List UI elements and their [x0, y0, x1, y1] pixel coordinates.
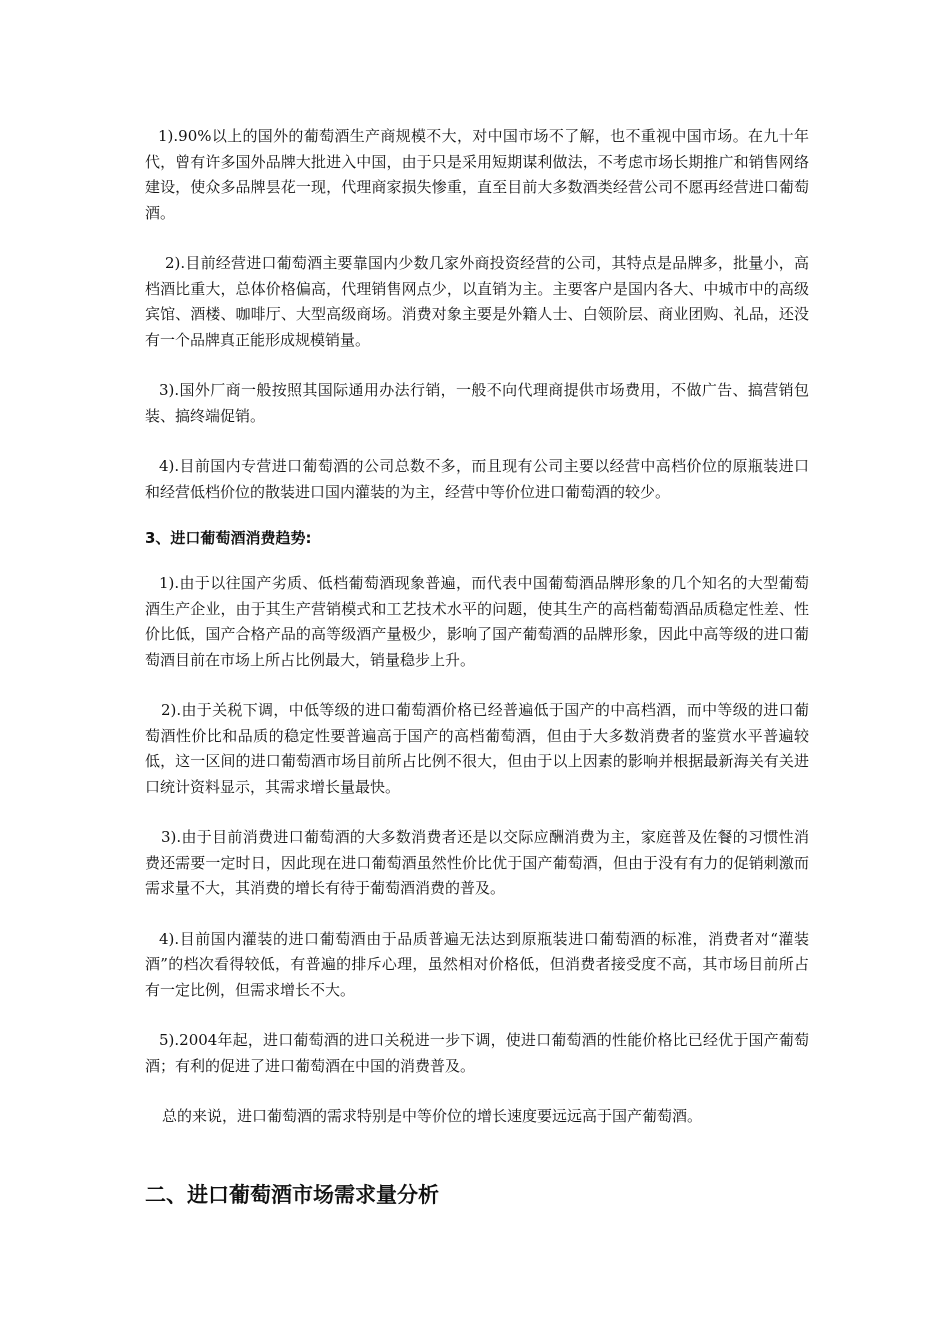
document-body — [145, 124, 809, 1130]
paragraph-trend-2: 2).由于关税下调，中低等级的进口葡萄酒价格已经普遍低于国产的中高档酒，而中等级的进口葡萄酒性价比和品质的稳定性要普遍高于国产的高档葡萄酒，但由于大多数消费者的鉴赏水平普遍较低，这一区间的进口葡萄酒市场目前所占比例不很大，但由于以上因素的影响并根据最新海关有关进口统计资料显示，其需求增长量最快。 — [145, 701, 809, 796]
paragraph-trend-4: 4).目前国内灌装的进口葡萄酒由于品质普遍无法达到原瓶装进口葡萄酒的标准，消费者对“灌装酒”的档次看得较低，有普遍的排斥心理，虽然相对价格低，但消费者接受度不高，其市场目前所占有一定比例，但需求增长不大。 — [145, 929, 809, 999]
section-heading-demand-analysis: 二、进口葡萄酒市场需求量分析 — [145, 1183, 439, 1207]
paragraph-current-importers: 2).目前经营进口葡萄酒主要靠国内少数几家外商投资经营的公司，其特点是品牌多，批量小，高档酒比重大，总体价格偏高，代理销售网点少，以直销为主。主要客户是国内各大、中城市中的高级宾馆、酒楼、咖啡厅、大型高级商场。消费对象主要是外籍人士、白领阶层、商业团购、礼品，还没有一个品牌真正能形成规模销量。 — [145, 254, 809, 349]
paragraph-trend-1: 1).由于以往国产劣质、低档葡萄酒现象普遍，而代表中国葡萄酒品牌形象的几个知名的大型葡萄酒生产企业，由于其生产营销模式和工艺技术水平的问题，使其生产的高档葡萄酒品质稳定性差、性价比低，国产合格产品的高等级酒产量极少，影响了国产葡萄酒的品牌形象，因此中高等级的进口葡萄酒目前在市场上所占比例最大，销量稳步上升。 — [145, 574, 809, 669]
paragraph-domestic-importers: 4).目前国内专营进口葡萄酒的公司总数不多，而且现有公司主要以经营中高档价位的原瓶装进口和经营低档价位的散装进口国内灌装的为主，经营中等价位进口葡萄酒的较少。 — [145, 457, 809, 501]
paragraph-trend-5: 5).2004年起，进口葡萄酒的进口关税进一步下调，使进口葡萄酒的性能价格比已经优于国产葡萄酒；有利的促进了进口葡萄酒在中国的消费普及。 — [145, 1031, 809, 1075]
paragraph-trend-3: 3).由于目前消费进口葡萄酒的大多数消费者还是以交际应酬消费为主，家庭普及佐餐的习惯性消费还需要一定时日，因此现在进口葡萄酒虽然性价比优于国产葡萄酒，但由于没有有力的促销刺激而需求量不大，其消费的增长有待于葡萄酒消费的普及。 — [145, 828, 809, 897]
paragraph-summary: 总的来说，进口葡萄酒的需求特别是中等价位的增长速度要远远高于国产葡萄酒。 — [162, 1107, 703, 1125]
paragraph-foreign-producers: 1).90%以上的国外的葡萄酒生产商规模不大，对中国市场不了解，也不重视中国市场。在九十年代，曾有许多国外品牌大批进入中国，由于只是采用短期谋利做法，不考虑市场长期推广和销售网络建设，使众多品牌昙花一现，代理商家损失惨重，直至目前大多数酒类经营公司不愿再经营进口葡萄酒。 — [145, 127, 809, 222]
subheading-consumption-trends: 3、进口葡萄酒消费趋势: — [145, 529, 312, 547]
paragraph-foreign-marketing: 3).国外厂商一般按照其国际通用办法行销，一般不向代理商提供市场费用，不做广告、搞营销包装、搞终端促销。 — [145, 381, 809, 425]
